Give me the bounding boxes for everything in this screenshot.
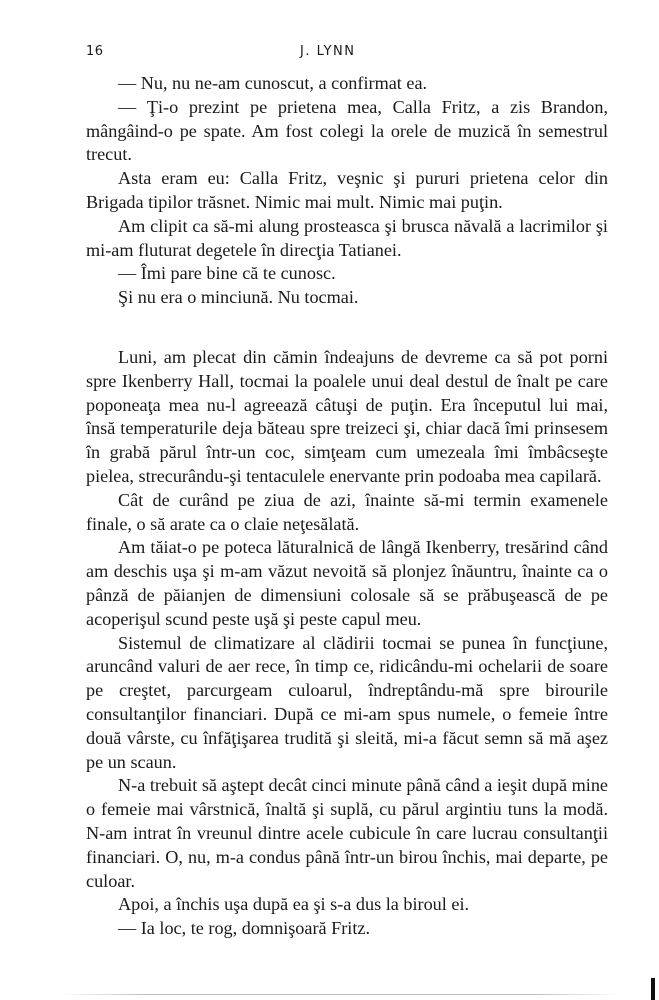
paragraph: Sistemul de climatizare al clădirii tocmai se punea în funcţiune, aruncând valuri de aer rece, în timp ce, ridicându-mi ochelarii de soare pe creştet, parcurgeam culoarul, îndreptându-mă spre birourile consultanţilor financiari. După ce mi-am spus numele, o femeie între două vârste, cu înfăţişarea trudită şi sleită, mi-a făcut semn să mă aşez pe un scaun. bbox=[86, 632, 608, 772]
paragraph: — Îmi pare bine că te cunosc. bbox=[118, 263, 336, 284]
paragraph: Şi nu era o minciună. Nu tocmai. bbox=[118, 287, 359, 308]
paragraph: — Ia loc, te rog, domnişoară Fritz. bbox=[118, 918, 371, 939]
paragraph: Am clipit ca să-mi alung prosteasca şi brusca năvală a lacrimilor şi mi-am fluturat degetele în direcţia Tatianei. bbox=[86, 215, 608, 260]
scan-edge-mark bbox=[651, 978, 655, 1000]
scan-bottom-edge bbox=[60, 994, 620, 995]
paragraph: Asta eram eu: Calla Fritz, veşnic şi pururi prietena celor din Brigada tipilor trăsnet. Nimic mai mult. Nimic mai puţin. bbox=[86, 168, 608, 212]
paragraph: — Nu, nu ne-am cunoscut, a confirmat ea. bbox=[118, 73, 428, 93]
paragraph: Cât de curând pe ziua de azi, înainte să-mi termin examenele finale, o să arate ca o claie neţesălată. bbox=[86, 489, 608, 534]
page-header bbox=[86, 44, 606, 66]
paragraph: N-a trebuit să aştept decât cinci minute până când a ieşit după mine o femeie mai vârstnică, înaltă şi suplă, cu părul argintiu tuns la modă. N-am intrat în vreunul dintre acele cubicule în care lucrau consultanţii financiari. O, nu, m-a condus până într-un birou închis, mai departe, pe culoar. bbox=[86, 775, 608, 891]
paragraph: — Ţi-o prezint pe prietena mea, Calla Fritz, a zis Brandon, mângâind-o pe spate. Am fost colegi la orele de muzică în semestrul trecut. bbox=[86, 96, 608, 165]
paragraph: Luni, am plecat din cămin îndeajuns de devreme ca să pot porni spre Ikenberry Hall, tocmai la poalele unui deal destul de înalt pe care poponeaţa mea nu-l agreează câtuşi de puţin. Era începutul lui mai, însă temperaturile deja băteau spre treizeci şi, chiar dacă îmi prinsesem în grabă părul într-un coc, simţeam cum umezeala îmi îmbâcseşte pielea, strecurându-şi tentaculele enervante prin podoaba mea capilară. bbox=[86, 346, 608, 486]
section-break bbox=[86, 310, 608, 346]
paragraph: Am tăiat-o pe poteca lăturalnică de lângă Ikenberry, tresărind când am deschis uşa şi m-am văzut nevoită să plonjez înăuntru, înainte ca o pânză de păianjen de dimensiuni colosale să se prăbuşească de pe acoperişul scund peste uşă şi peste capul meu. bbox=[86, 537, 608, 629]
page-number: 16 bbox=[86, 44, 104, 59]
paragraph: Apoi, a închis uşa după ea şi s-a dus la biroul ei. bbox=[118, 894, 470, 915]
running-head: J. LYNN bbox=[300, 44, 356, 59]
body-text bbox=[86, 72, 608, 941]
